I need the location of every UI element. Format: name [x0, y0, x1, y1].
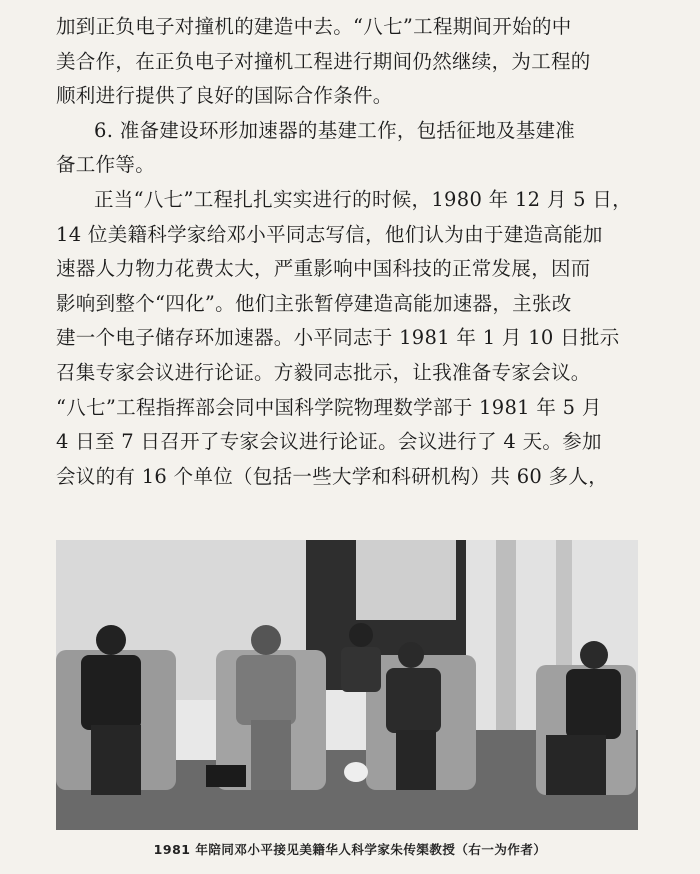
meeting-photo — [56, 540, 638, 830]
text-line: 速器人力物力花费太大，严重影响中国科技的正常发展，因而 — [56, 257, 591, 281]
text-line: 6. 准备建设环形加速器的基建工作，包括征地及基建准 — [94, 118, 576, 142]
text-line: 备工作等。 — [56, 153, 156, 177]
text-line: “八七”工程指挥部会同中国科学院物理数学部于 1981 年 5 月 — [56, 395, 602, 419]
text-line: 顺利进行提供了良好的国际合作条件。 — [56, 84, 393, 108]
text-line: 14 位美籍科学家给邓小平同志写信，他们认为由于建造高能加 — [56, 222, 603, 246]
text-line: 影响到整个“四化”。他们主张暂停建造高能加速器，主张改 — [56, 291, 572, 315]
text-line: 会议的有 16 个单位（包括一些大学和科研机构）共 60 多人， — [56, 464, 609, 488]
photo-caption: 1981 年陪同邓小平接见美籍华人科学家朱传榘教授（右一为作者） — [153, 842, 547, 857]
text-line: 召集专家会议进行论证。方毅同志批示，让我准备专家会议。 — [56, 360, 591, 384]
text-line: 加到正负电子对撞机的建造中去。“八七”工程期间开始的中 — [56, 15, 572, 38]
text-line: 正当“八七”工程扎扎实实进行的时候，1980 年 12 月 5 日， — [94, 187, 632, 211]
body-text — [56, 10, 646, 494]
text-line: 建一个电子储存环加速器。小平同志于 1981 年 1 月 10 日批示 — [56, 326, 620, 350]
text-line: 美合作，在正负电子对撞机工程进行期间仍然继续，为工程的 — [56, 49, 591, 73]
text-line: 4 日至 7 日召开了专家会议进行论证。会议进行了 4 天。参加 — [56, 430, 602, 454]
